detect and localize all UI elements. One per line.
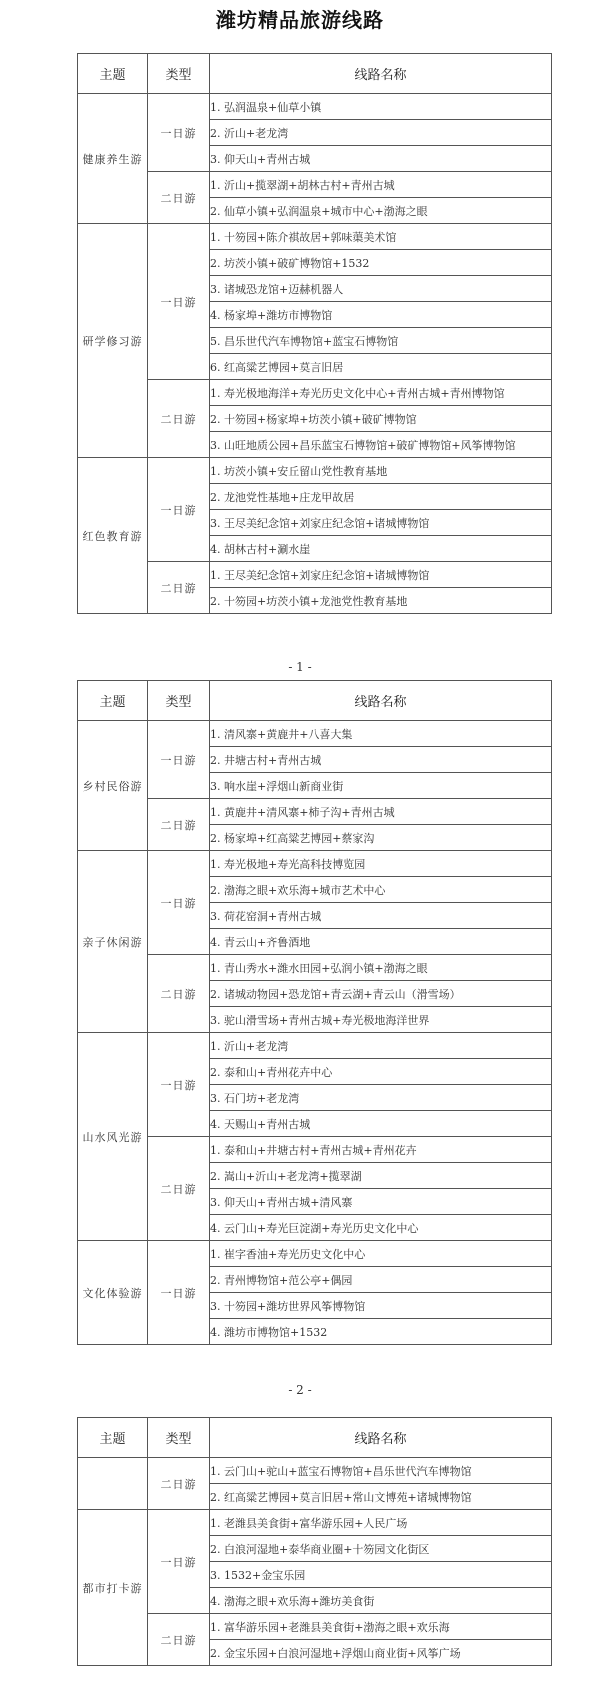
route-cell: 2. 白浪河湿地+泰华商业圈+十笏园文化街区 [210,1536,552,1562]
route-cell: 4. 杨家埠+潍坊市博物馆 [210,302,552,328]
route-cell: 2. 诸城动物园+恐龙馆+青云湖+青云山（滑雪场） [210,981,552,1007]
route-cell: 1. 青山秀水+潍水田园+弘润小镇+渤海之眼 [210,955,552,981]
route-cell: 1. 沂山+老龙湾 [210,1033,552,1059]
route-cell: 6. 红高粱艺博园+莫言旧居 [210,354,552,380]
table-row [78,851,552,877]
theme-cell: 文化体验游 [78,1241,148,1345]
route-cell: 1. 弘润温泉+仙草小镇 [210,94,552,120]
route-cell: 3. 1532+金宝乐园 [210,1562,552,1588]
route-cell: 3. 王尽美纪念馆+刘家庄纪念馆+诸城博物馆 [210,510,552,536]
route-cell: 2. 杨家埠+红高粱艺博园+蔡家沟 [210,825,552,851]
theme-cell: 研学修习游 [78,224,148,458]
page-number: - 2 - [288,1383,312,1397]
route-cell: 1. 富华游乐园+老潍县美食街+渤海之眼+欢乐海 [210,1614,552,1640]
route-table-page-3 [77,1417,552,1666]
route-cell: 3. 驼山滑雪场+青州古城+寿光极地海洋世界 [210,1007,552,1033]
route-cell: 1. 寿光极地+寿光高科技博览园 [210,851,552,877]
type-cell: 一日游 [148,1033,210,1137]
route-cell: 3. 山旺地质公园+昌乐蓝宝石博物馆+破矿博物馆+风筝博物馆 [210,432,552,458]
page-title: 潍坊精品旅游线路 [216,8,384,32]
header-route: 线路名称 [210,681,552,721]
route-cell: 1. 云门山+驼山+蓝宝石博物馆+昌乐世代汽车博物馆 [210,1458,552,1484]
route-cell: 2. 红高粱艺博园+莫言旧居+常山文博苑+诸城博物馆 [210,1484,552,1510]
header-type: 类型 [148,54,210,94]
route-cell: 1. 泰和山+井塘古村+青州古城+青州花卉 [210,1137,552,1163]
table-header-row [78,1418,552,1458]
type-cell: 二日游 [148,380,210,458]
route-cell: 5. 昌乐世代汽车博物馆+蓝宝石博物馆 [210,328,552,354]
type-cell: 一日游 [148,224,210,380]
route-cell: 4. 青云山+齐鲁酒地 [210,929,552,955]
table-header-row [78,681,552,721]
route-cell: 3. 石门坊+老龙湾 [210,1085,552,1111]
table-row [78,1458,552,1484]
route-cell: 1. 崔字香油+寿光历史文化中心 [210,1241,552,1267]
type-cell: 二日游 [148,799,210,851]
route-cell: 1. 清风寨+黄鹿井+八喜大集 [210,721,552,747]
route-cell: 2. 十笏园+杨家埠+坊茨小镇+破矿博物馆 [210,406,552,432]
table-row [78,1241,552,1267]
route-cell: 4. 潍坊市博物馆+1532 [210,1319,552,1345]
type-cell: 一日游 [148,94,210,172]
header-theme: 主题 [78,681,148,721]
route-cell: 3. 仰天山+青州古城+清风寨 [210,1189,552,1215]
table-row [78,721,552,747]
type-cell: 一日游 [148,851,210,955]
header-theme: 主题 [78,54,148,94]
theme-cell: 都市打卡游 [78,1510,148,1666]
route-cell: 2. 龙池党性基地+庄龙甲故居 [210,484,552,510]
table-header-row [78,54,552,94]
route-cell: 2. 渤海之眼+欢乐海+城市艺术中心 [210,877,552,903]
route-cell: 1. 寿光极地海洋+寿光历史文化中心+青州古城+青州博物馆 [210,380,552,406]
header-route: 线路名称 [210,1418,552,1458]
page-number: - 1 - [288,660,312,674]
table-row [78,1614,552,1640]
route-cell: 3. 响水崖+浮烟山新商业街 [210,773,552,799]
route-cell: 1. 沂山+揽翠湖+胡林古村+青州古城 [210,172,552,198]
type-cell: 二日游 [148,1458,210,1510]
table-row [78,1510,552,1536]
type-cell: 二日游 [148,172,210,224]
theme-cell [78,1458,148,1510]
route-cell: 4. 天赐山+青州古城 [210,1111,552,1137]
table-row [78,458,552,484]
route-cell: 2. 坊茨小镇+破矿博物馆+1532 [210,250,552,276]
route-cell: 1. 坊茨小镇+安丘留山党性教育基地 [210,458,552,484]
theme-cell: 红色教育游 [78,458,148,614]
header-type: 类型 [148,1418,210,1458]
type-cell: 一日游 [148,458,210,562]
theme-cell: 山水风光游 [78,1033,148,1241]
table-row [78,1033,552,1059]
route-cell: 2. 金宝乐园+白浪河湿地+浮烟山商业街+风筝广场 [210,1640,552,1666]
route-cell: 1. 十笏园+陈介祺故居+郭味蕖美术馆 [210,224,552,250]
route-cell: 4. 云门山+寿光巨淀湖+寿光历史文化中心 [210,1215,552,1241]
route-table-page-1 [77,53,552,614]
type-cell: 一日游 [148,1510,210,1614]
table-row [78,224,552,250]
route-cell: 2. 沂山+老龙湾 [210,120,552,146]
table-row [78,380,552,406]
table-row [78,172,552,198]
route-cell: 4. 胡林古村+涮水崖 [210,536,552,562]
type-cell: 二日游 [148,1614,210,1666]
type-cell: 二日游 [148,1137,210,1241]
header-route: 线路名称 [210,54,552,94]
route-cell: 2. 仙草小镇+弘润温泉+城市中心+渤海之眼 [210,198,552,224]
table-row [78,799,552,825]
route-cell: 2. 十笏园+坊茨小镇+龙池党性教育基地 [210,588,552,614]
route-table-page-2 [77,680,552,1345]
header-type: 类型 [148,681,210,721]
route-cell: 3. 诸城恐龙馆+迈赫机器人 [210,276,552,302]
type-cell: 一日游 [148,1241,210,1345]
route-cell: 3. 十笏园+潍坊世界风筝博物馆 [210,1293,552,1319]
theme-cell: 健康养生游 [78,94,148,224]
route-cell: 2. 嵩山+沂山+老龙湾+揽翠湖 [210,1163,552,1189]
route-cell: 2. 井塘古村+青州古城 [210,747,552,773]
table-row [78,1137,552,1163]
type-cell: 二日游 [148,955,210,1033]
header-theme: 主题 [78,1418,148,1458]
route-cell: 1. 老潍县美食街+富华游乐园+人民广场 [210,1510,552,1536]
table-row [78,94,552,120]
route-cell: 4. 渤海之眼+欢乐海+潍坊美食街 [210,1588,552,1614]
table-row [78,955,552,981]
route-cell: 2. 青州博物馆+范公亭+偶园 [210,1267,552,1293]
type-cell: 一日游 [148,721,210,799]
route-cell: 2. 泰和山+青州花卉中心 [210,1059,552,1085]
route-cell: 1. 黄鹿井+清风寨+柿子沟+青州古城 [210,799,552,825]
route-cell: 3. 仰天山+青州古城 [210,146,552,172]
type-cell: 二日游 [148,562,210,614]
route-cell: 1. 王尽美纪念馆+刘家庄纪念馆+诸城博物馆 [210,562,552,588]
theme-cell: 亲子休闲游 [78,851,148,1033]
route-cell: 3. 荷花窑洞+青州古城 [210,903,552,929]
theme-cell: 乡村民俗游 [78,721,148,851]
table-row [78,562,552,588]
